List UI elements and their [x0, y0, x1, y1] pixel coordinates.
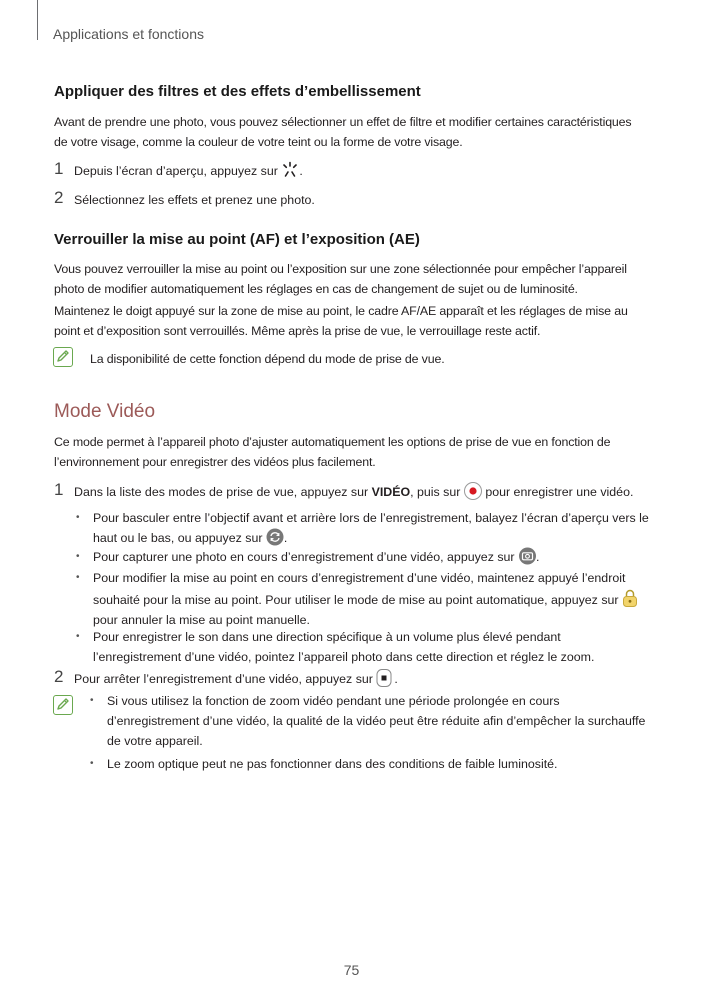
video-step-1 [54, 482, 653, 502]
af-ae-paragraph-line: photo de modifier automatiquement les réglages en cas de changement de sujet ou de luminosité. [54, 282, 578, 296]
note-line: de votre appareil. [107, 734, 203, 748]
step-number: 1 [54, 480, 64, 499]
filters-paragraph-line: Avant de prendre une photo, vous pouvez sélectionner un effet de filtre et modifier certaines caractéristiques [54, 115, 632, 129]
video-bullet-focus [76, 568, 653, 630]
bullet-line: Pour basculer entre l’objectif avant et arrière lors de l’enregistrement, balayez l’écran d’aperçu vers le [93, 511, 649, 525]
af-ae-paragraph-line: Maintenez le doigt appuyé sur la zone de mise au point, le cadre AF/AE apparaît et les réglages de mise au [54, 304, 628, 318]
bullet-dot: • [76, 631, 80, 642]
bullet-line: Pour modifier la mise au point en cours d’enregistrement d’une vidéo, maintenez appuyé l’endroit [93, 571, 626, 585]
lock-icon [622, 588, 640, 606]
note-line: d’enregistrement d’une vidéo, la qualité de la vidéo peut être réduite afin d’empêcher la surchauffe [107, 714, 646, 728]
bullet-dot: • [76, 572, 80, 583]
note-icon [53, 695, 73, 715]
filters-step-2 [54, 190, 653, 210]
video-note-optical-zoom [90, 754, 653, 774]
bullet-dot: • [76, 551, 80, 562]
filters-step-1: 1 Depuis l’écran d’aperçu, appuyez sur . [54, 159, 303, 178]
af-ae-paragraph-line: point et d’exposition sont verrouillés. Même après la prise de vue, le verrouillage reste actif. [54, 324, 541, 338]
section-title-af-ae: Verrouiller la mise au point (AF) et l’exposition (AE) [54, 231, 420, 248]
bullet-line: pour annuler la mise au point manuelle. [93, 613, 310, 627]
step-number: 1 [54, 159, 64, 178]
section-title-video: Mode Vidéo [54, 401, 156, 422]
step-number: 2 [54, 667, 64, 686]
bullet-line: l’enregistrement d’une vidéo, pointez l’appareil photo dans cette direction et réglez le zoom. [93, 650, 595, 664]
filters-paragraph [54, 112, 653, 152]
note-line: Si vous utilisez la fonction de zoom vidéo pendant une période prolongée en cours [107, 694, 560, 708]
bullet-line: Pour capturer une photo en cours d’enregistrement d’une vidéo, appuyez sur [93, 550, 515, 564]
bullet-line: souhaité pour la mise au point. Pour utiliser le mode de mise au point automatique, appuyez sur [93, 593, 619, 607]
step-text: Sélectionnez les effets et prenez une photo. [74, 193, 315, 207]
bullet-dot: • [76, 512, 80, 523]
video-bullet-capture: • Pour capturer une photo en cours d’enregistrement d’une vidéo, appuyez sur . [76, 547, 653, 567]
capture-icon [518, 547, 536, 565]
bullet-dot: • [90, 695, 94, 706]
af-ae-paragraph-1 [54, 259, 653, 299]
af-ae-paragraph-line: Vous pouvez verrouiller la mise au point ou l’exposition sur une zone sélectionnée pour empêcher l’appareil [54, 262, 627, 276]
video-paragraph-line: Ce mode permet à l’appareil photo d’ajuster automatiquement les options de prise de vue en fonction de [54, 435, 611, 449]
bullet-dot: • [90, 758, 94, 769]
step-text: Dans la liste des modes de prise de vue, appuyez sur [74, 485, 369, 499]
bullet-line: haut ou le bas, ou appuyez sur [93, 531, 263, 545]
step-text: Pour arrêter l’enregistrement d’une vidéo, appuyez sur [74, 672, 373, 686]
stop-icon [376, 669, 394, 687]
step-text: pour enregistrer une vidéo. [485, 485, 634, 499]
header-rule [37, 0, 38, 40]
bullet-line: Pour enregistrer le son dans une direction spécifique à un volume plus élevé pendant [93, 630, 561, 644]
section-title-filters: Appliquer des filtres et des effets d’embellissement [54, 83, 421, 100]
note-icon [53, 347, 73, 367]
af-ae-note: La disponibilité de cette fonction dépend du mode de prise de vue. [90, 352, 445, 366]
note-line: Le zoom optique peut ne pas fonctionner dans des conditions de faible luminosité. [107, 757, 558, 771]
video-step-2: 2 Pour arrêter l’enregistrement d’une vidéo, appuyez sur . [54, 667, 398, 686]
filters-paragraph-line: de votre visage, comme la couleur de votre teint ou la forme de votre visage. [54, 135, 463, 149]
step-number: 2 [54, 188, 64, 207]
sparkle-icon [281, 161, 299, 179]
video-bullet-switch-camera: • Pour basculer entre l’objectif avant et arrière lors de l’enregistrement, balayez l’écran d’aperçu vers le haut ou le bas, ou appuyez sur . [76, 508, 653, 548]
video-bullet-sound [76, 627, 653, 667]
step-text: Depuis l’écran d’aperçu, appuyez sur [74, 164, 278, 178]
video-paragraph-line: l’environnement pour enregistrer des vidéos plus facilement. [54, 455, 376, 469]
page-number: 75 [343, 962, 360, 978]
video-note-zoom [90, 691, 653, 751]
running-header: Applications et fonctions [53, 26, 204, 42]
video-mode-label: VIDÉO [371, 485, 411, 499]
af-ae-paragraph-2 [54, 301, 653, 341]
record-icon [464, 482, 482, 500]
video-paragraph [54, 432, 653, 472]
step-text: , puis sur [410, 485, 461, 499]
switch-camera-icon [266, 528, 284, 546]
